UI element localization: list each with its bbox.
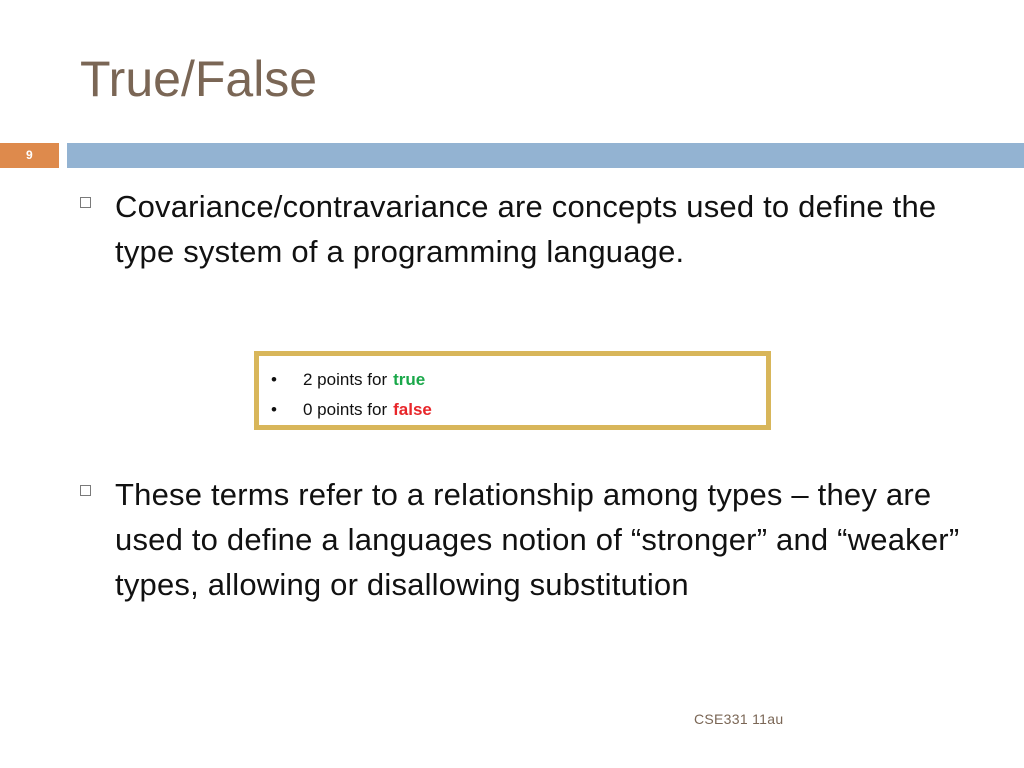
scoring-list — [271, 365, 432, 425]
header-bar — [67, 143, 1024, 168]
square-bullet-icon — [80, 485, 91, 496]
scoring-item — [271, 365, 432, 395]
bullet-item — [80, 184, 960, 274]
bullet-text: Covariance/contravariance are concepts used to define the type system of a programming language. — [115, 189, 937, 269]
slide-title: True/False — [80, 51, 318, 107]
scoring-box — [254, 351, 771, 430]
dot-bullet-icon: • — [271, 370, 277, 389]
slide-number: 9 — [26, 148, 33, 162]
dot-bullet-icon: • — [271, 400, 277, 419]
square-bullet-icon — [80, 197, 91, 208]
true-keyword: true — [393, 370, 426, 389]
scoring-prefix: 2 points for — [303, 370, 388, 389]
scoring-item — [271, 395, 432, 425]
slide-footer: CSE331 11au — [694, 711, 784, 727]
false-keyword: false — [393, 400, 432, 419]
scoring-prefix: 0 points for — [303, 400, 388, 419]
bullet-text: These terms refer to a relationship among types – they are used to define a languages notion of “stronger” and “weaker” types, allowing or disallowing substitution — [115, 477, 960, 602]
bullet-item — [80, 472, 960, 607]
slide-number-box — [0, 143, 59, 168]
